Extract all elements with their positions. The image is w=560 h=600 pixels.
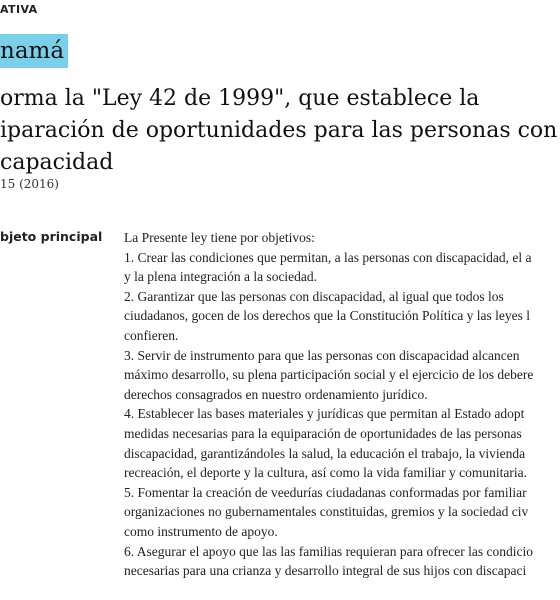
body-line: 3. Servir de instrumento para que las personas con discapacidad alcancen [124, 347, 520, 363]
body-line: derechos consagrados en nuestro ordenamiento jurídico. [124, 386, 428, 402]
field-value-objeto-principal [124, 228, 560, 581]
title-line: capacidad [0, 150, 114, 175]
body-line: 5. Fomentar la creación de veedurías ciudadanas conformadas por familiar [124, 484, 527, 500]
page-title [0, 83, 560, 179]
body-line: ciudadanos, gocen de los derechos que la Constitución Política y las leyes l [124, 308, 531, 324]
body-line: necesarias para una crianza y desarrollo integral de sus hijos con discapaci [124, 563, 527, 579]
body-line: recreación, el deporte y la cultura, así como la vida familiar y comunitaria. [124, 465, 527, 481]
body-line: máximo desarrollo, su plena participación social y el ejercicio de los debere [124, 367, 534, 383]
country-tag[interactable]: namá [0, 34, 68, 68]
field-label-objeto-principal: bjeto principal [0, 229, 103, 244]
body-line: 2. Garantizar que las personas con discapacidad, al igual que todos los [124, 288, 504, 304]
body-line: 6. Asegurar el apoyo que las las familias requieran para ofrecer las condicio [124, 543, 533, 559]
body-line: y la plena integración a la sociedad. [124, 269, 318, 285]
body-line: 1. Crear las condiciones que permitan, a las personas con discapacidad, el a [124, 249, 532, 265]
section-label: ATIVA [0, 3, 38, 16]
title-line: orma la "Ley 42 de 1999", que establece la [0, 86, 480, 111]
body-line: medidas necesarias para la equiparación de oportunidades de las personas [124, 425, 522, 441]
body-line: La Presente ley tiene por objetivos: [124, 230, 315, 245]
body-line: como instrumento de apoyo. [124, 523, 278, 539]
body-line: organizaciones no gubernamentales constituidas, gremios y la sociedad civ [124, 504, 529, 520]
body-line: discapacidad, garantizándoles la salud, la educación el trabajo, la vivienda [124, 445, 526, 461]
title-line: iparación de oportunidades para las personas con [0, 118, 558, 143]
law-reference: 15 (2016) [0, 177, 59, 191]
body-line: confieren. [124, 327, 179, 343]
body-line: 4. Establecer las bases materiales y jurídicas que permitan al Estado adopt [124, 406, 525, 422]
